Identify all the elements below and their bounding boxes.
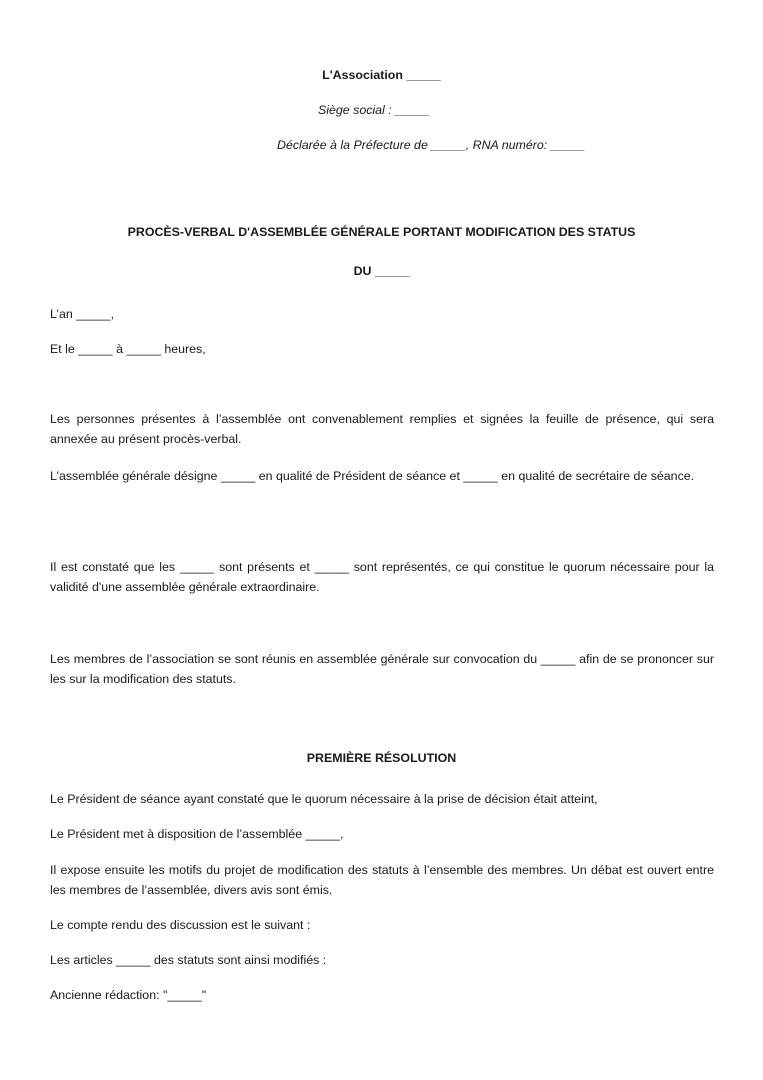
date-time-line: Et le _____ à _____ heures, (50, 342, 206, 356)
resolution-line-articles: Les articles _____ des statuts sont ainsi modifiés : (50, 953, 327, 967)
document-date: DU _____ (353, 264, 410, 278)
resolution-line-old-text: Ancienne rédaction: "_____" (50, 988, 207, 1002)
convocation-paragraph: Les membres de l’association se sont réunis en assemblée générale sur convocation du _____ afin de se prononcer sur les sur la modification des statuts. (50, 652, 714, 686)
document-title: PROCÈS-VERBAL D'ASSEMBLÉE GÉNÉRALE PORTANT MODIFICATION DES STATUS (127, 225, 636, 239)
resolution-line-quorum: Le Président de séance ayant constaté que le quorum nécessaire à la prise de décision était atteint, (50, 792, 598, 806)
attendance-paragraph: Les personnes présentes à l’assemblée ont convenablement remplies et signées la feuille de présence, qui sera annexée au présent procès-verbal. (50, 412, 714, 446)
prefecture-declaration: Déclarée à la Préfecture de _____, RNA numéro: _____ (277, 138, 586, 152)
year-line: L’an _____, (50, 307, 115, 321)
quorum-paragraph: Il est constaté que les _____ sont présents et _____ sont représentés, ce qui constitue le quorum nécessaire pour la validité d'une assemblée générale extraordinaire. (50, 560, 714, 594)
siege-social: Siège social : _____ (318, 103, 430, 117)
resolution-heading: PREMIÈRE RÉSOLUTION (306, 751, 457, 765)
designation-paragraph: L’assemblée générale désigne _____ en qualité de Président de séance et _____ en qualité de secrétaire de séance. (50, 469, 695, 483)
resolution-debate-paragraph: Il expose ensuite les motifs du projet de modification des statuts à l’ensemble des membres. Un débat est ouvert entre les membres de l’assemblée, divers avis sont émis. (50, 863, 714, 897)
resolution-line-disposition: Le Président met à disposition de l’assemblée _____, (50, 827, 344, 841)
resolution-line-report: Le compte rendu des discussion est le suivant : (50, 918, 311, 932)
association-name: L'Association _____ (322, 68, 441, 82)
